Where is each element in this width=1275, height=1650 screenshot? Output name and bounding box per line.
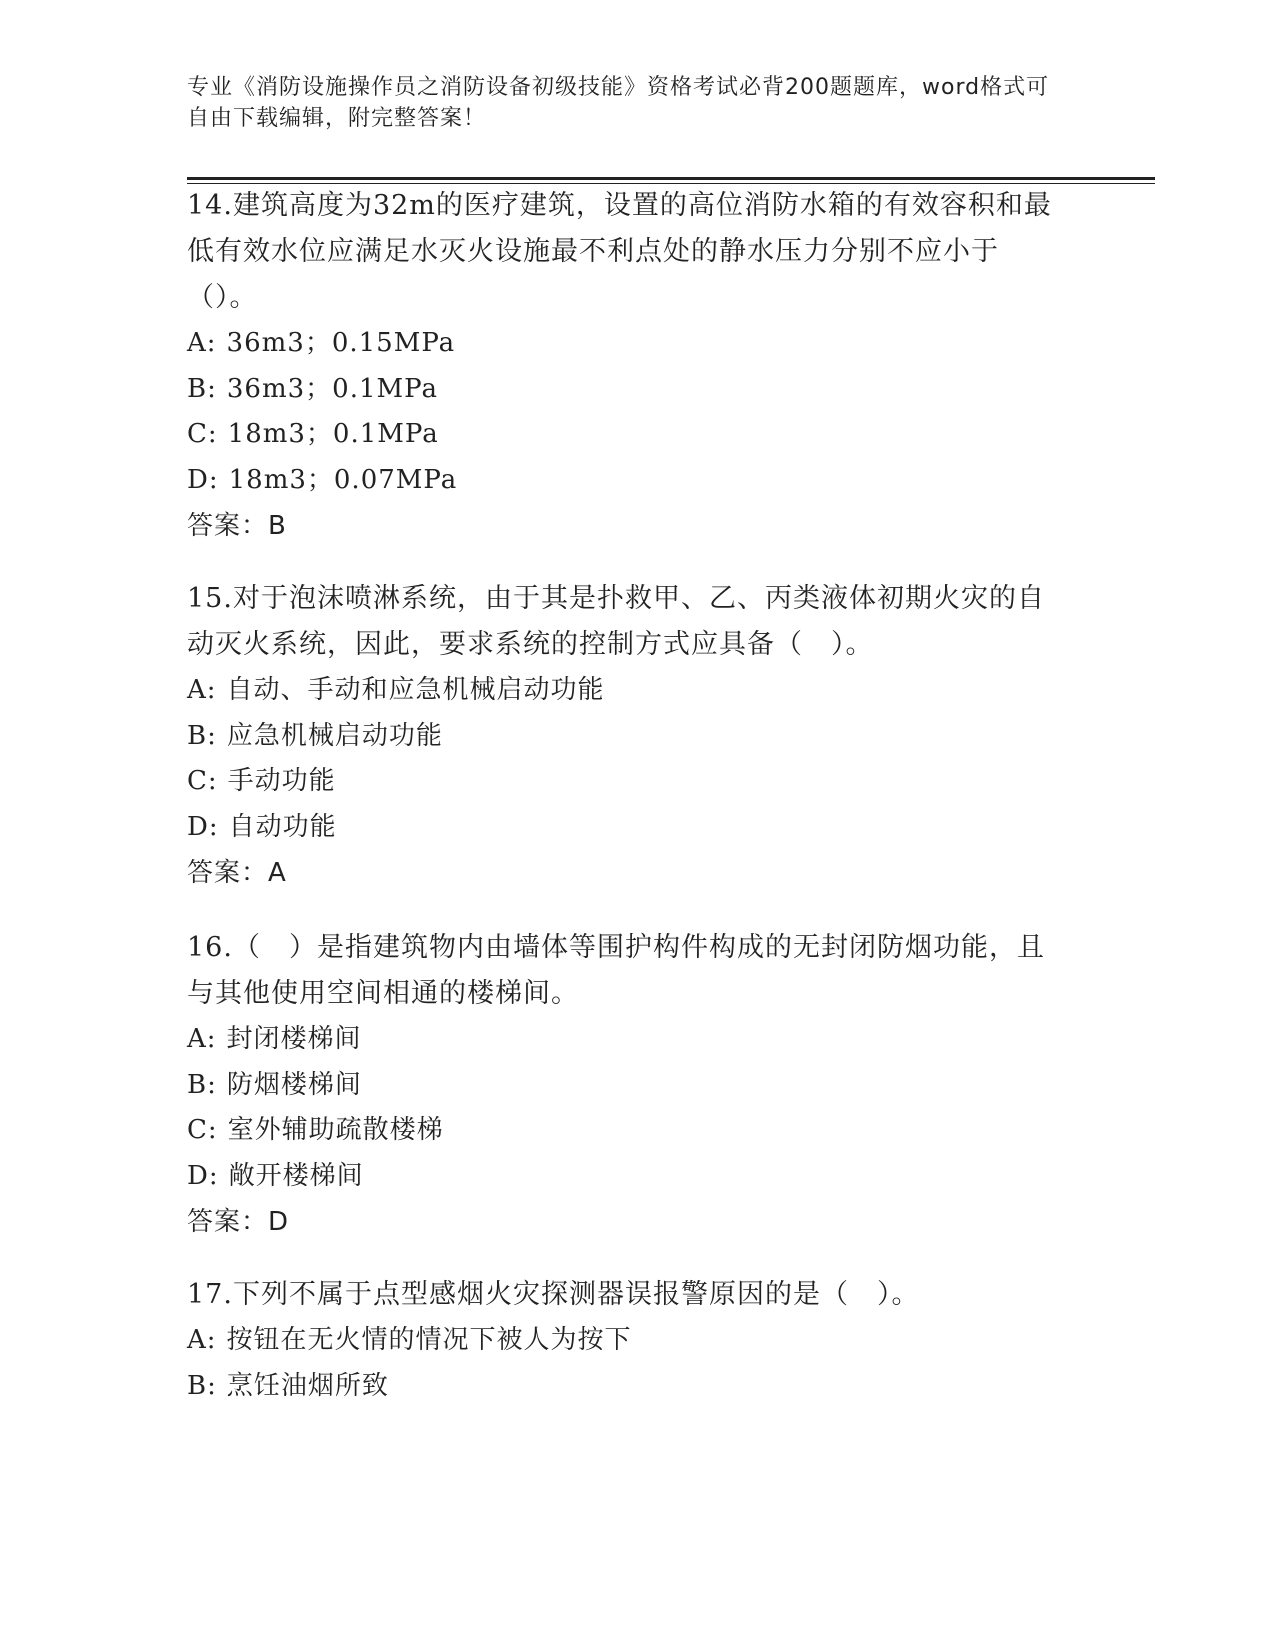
- header-divider-thick: [187, 177, 1155, 180]
- option-b: B: 36m3；0.1MPa: [187, 373, 438, 404]
- question-stem: 15.对于泡沫喷淋系统，由于其是扑救甲、乙、丙类液体初期火灾的自动灭火系统，因此，要求系统的控制方式应具备（ ）。: [187, 583, 1045, 660]
- question-14: [187, 183, 1067, 549]
- option-b: B: 防烟楼梯间: [187, 1069, 362, 1100]
- option-c: C: 手动功能: [187, 766, 336, 796]
- document-header: 专业《消防设施操作员之消防设备初级技能》资格考试必背200题题库，word格式可自由下载编辑，附完整答案！: [187, 75, 1050, 131]
- option-d: D: 自动功能: [187, 811, 337, 842]
- question-stem: 14.建筑高度为32m的医疗建筑，设置的高位消防水箱的有效容积和最低有效水位应满足水灭火设施最不利点处的静水压力分别不应小于（）。: [187, 190, 1052, 313]
- option-b: B: 应急机械启动功能: [187, 720, 443, 751]
- option-b: B: 烹饪油烟所致: [187, 1370, 389, 1401]
- answer: 答案：D: [187, 1207, 290, 1237]
- option-d: D: 18m3；0.07MPa: [187, 464, 458, 495]
- answer: 答案：B: [187, 511, 287, 541]
- answer: 答案：A: [187, 858, 287, 888]
- question-stem: 16.（ ）是指建筑物内由墙体等围护构件构成的无封闭防烟功能，且与其他使用空间相通的楼梯间。: [187, 932, 1045, 1009]
- option-a: A: 按钮在无火情的情况下被人为按下: [187, 1325, 632, 1355]
- question-stem: 17.下列不属于点型感烟火灾探测器误报警原因的是（ ）。: [187, 1279, 920, 1310]
- option-a: A: 自动、手动和应急机械启动功能: [187, 675, 605, 705]
- option-d: D: 敞开楼梯间: [187, 1160, 364, 1191]
- question-17: [187, 1272, 1067, 1409]
- option-a: A: 36m3；0.15MPa: [187, 328, 456, 358]
- question-15: [187, 576, 1067, 896]
- option-c: C: 室外辅助疏散楼梯: [187, 1115, 444, 1145]
- question-16: [187, 925, 1067, 1245]
- option-a: A: 封闭楼梯间: [187, 1024, 362, 1054]
- option-c: C: 18m3；0.1MPa: [187, 419, 439, 449]
